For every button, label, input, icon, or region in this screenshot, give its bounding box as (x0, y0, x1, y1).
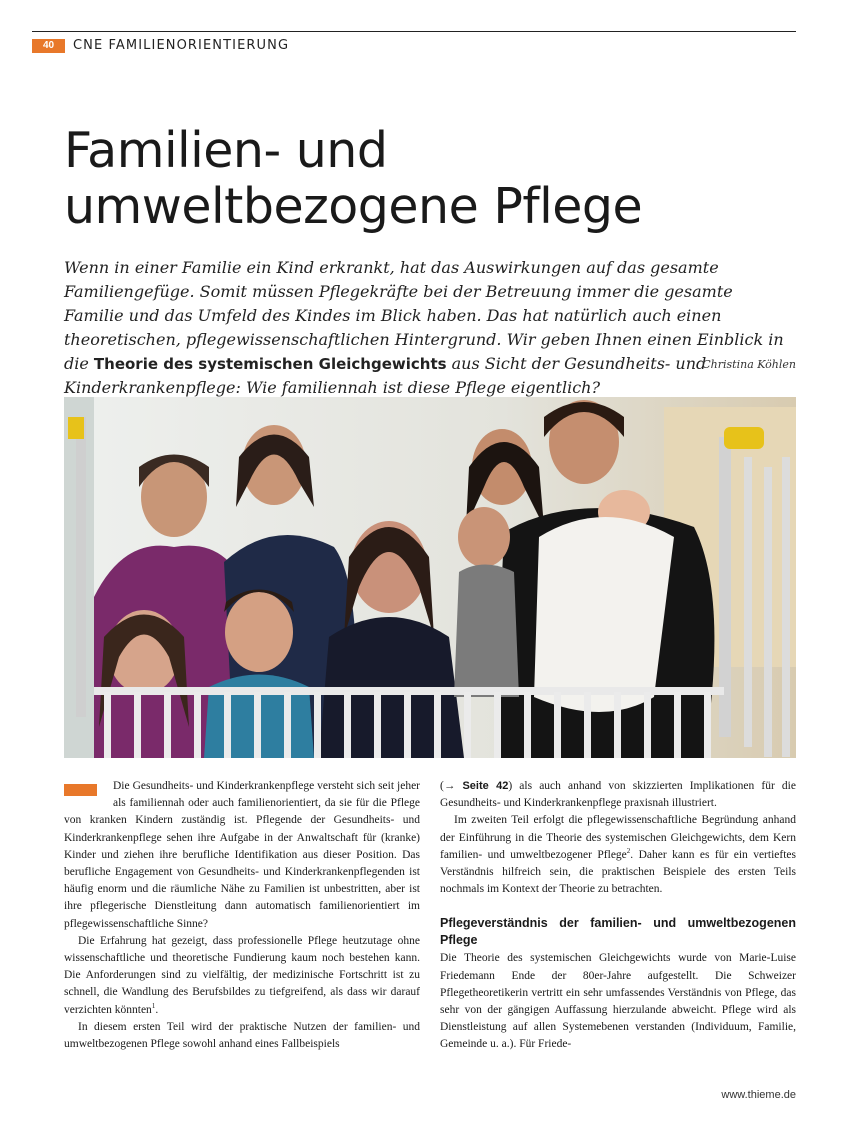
family-photo (64, 397, 796, 758)
paragraph-intro (64, 778, 420, 933)
paragraph-5-end: . Daher kann es für ein vertieftes Verständnis hilfreich sein, die praktischen Beispiele des ersten Teils nochmals im Kontext der Theorie zu betrachten. (440, 848, 796, 896)
paragraph-5-text: Im zweiten Teil erfolgt die pflegewissenschaftliche Begründung anhand der Einführung in die Theorie des systemischen Gleichgewichts, dem Kern familien- und umweltbezogener Pflege (440, 814, 796, 861)
section-label: CNE FAMILIENORIENTIERUNG (73, 38, 290, 53)
paragraph-5 (440, 812, 796, 898)
paragraph-4-pre: (→ (440, 780, 463, 792)
header-rule (32, 31, 796, 32)
family-photo-illustration (64, 397, 796, 758)
section-subheading: Pflegeverständnis der familien- und umweltbezogenen Pflege (440, 916, 796, 948)
paragraph-3: In diesem ersten Teil wird der praktische Nutzen der familien- und umweltbezogenen Pflege sowohl anhand eines Fallbeispiels (64, 1020, 420, 1051)
paragraph-2-end: . (155, 1003, 159, 1016)
author-name: Christina Köhlen (702, 358, 796, 371)
paragraph-4 (440, 778, 796, 812)
page-number: 40 (32, 39, 65, 53)
footnote-ref-2: 2 (626, 846, 631, 855)
article-lead (64, 256, 796, 400)
lead-text-start: Wenn in einer Familie ein Kind erkrankt, hat das Auswirkungen auf das gesamte Familiengefüge. Somit müssen Pflegekräfte bei der Betreuung immer die gesamte Familie und das Umfeld des Kindes im Blick haben. Das hat natürlich auch einen theoretischen, pflegewissenschaftlichen Hintergrund. Wir geben Ihnen einen Einblick in die (64, 258, 784, 373)
footer-url[interactable]: www.thieme.de (721, 1089, 796, 1101)
article-title: Familien- und umweltbezogene Pflege (64, 122, 643, 235)
paragraph-intro-text: Die Gesundheits- und Kinderkrankenpflege versteht sich seit jeher als familiennah oder auch familienorientiert, da sie für die Pflege von kranken Kindern zuständig ist. Pflegende der Gesundheits- und Kinderkrankenpflege sehen ihre Aufgabe in der Anwaltschaft für (kranke) Kinder und ziehen ihre berufliche Identifikation aus dieser Position. Das berufliche Engagement von Gesundheits- und Kinderkrankenpflegenden ist häufig enorm und die räumliche Nähe zu Familien ist unbestritten, aber ist ihre pflegerische Dienstleitung dann automatisch familienorientiert im pflegewissenschaftliche Sinne? (64, 780, 420, 930)
paragraph-4-text: ) als auch anhand von skizzierten Implikationen für die Gesundheits- und Kinderkrankenpflege praxisnah illustriert. (440, 780, 796, 810)
paragraph-2 (64, 933, 420, 1019)
lead-highlight: Theorie des systemischen Gleichgewichts (93, 355, 447, 373)
body-column-left (64, 778, 420, 1053)
paragraph-2-text: Die Erfahrung hat gezeigt, dass professionelle Pflege heutzutage ohne wissenschaftliche und theoretische Fundierung kaum noch bestehen kann. Die Anforderungen sind zu vielfältig, der medizinische Fortschritt ist zu schnell, die Wandlung des Berufsbildes zu tiefgreifend, als dass wir darauf verzichten könnten (64, 934, 420, 1016)
body-column-right (440, 778, 796, 1054)
accent-bar (64, 784, 97, 796)
page-reference-link[interactable]: Seite 42 (462, 780, 509, 792)
paragraph-6: Die Theorie des systemischen Gleichgewichts wurde von Marie-Luise Friedemann Ende der 80er-Jahre aufgestellt. Die Schweizer Pflegetheoretikerin vertritt ein sehr umfassendes Verständnis von Pflege, das sehr von der gängigen Auffassung hierzulande abweicht. Pflege wird als Dienstleistung auf allen Systemebenen verstanden (Individuum, Familie, Gemeinde u. a.). Für Friede- (440, 952, 796, 1051)
lead-text-end: aus Sicht der Gesundheits- und Kinderkrankenpflege: Wie familiennah ist diese Pflege eigentlich? (64, 354, 707, 397)
footnote-ref-1: 1 (151, 1001, 156, 1010)
